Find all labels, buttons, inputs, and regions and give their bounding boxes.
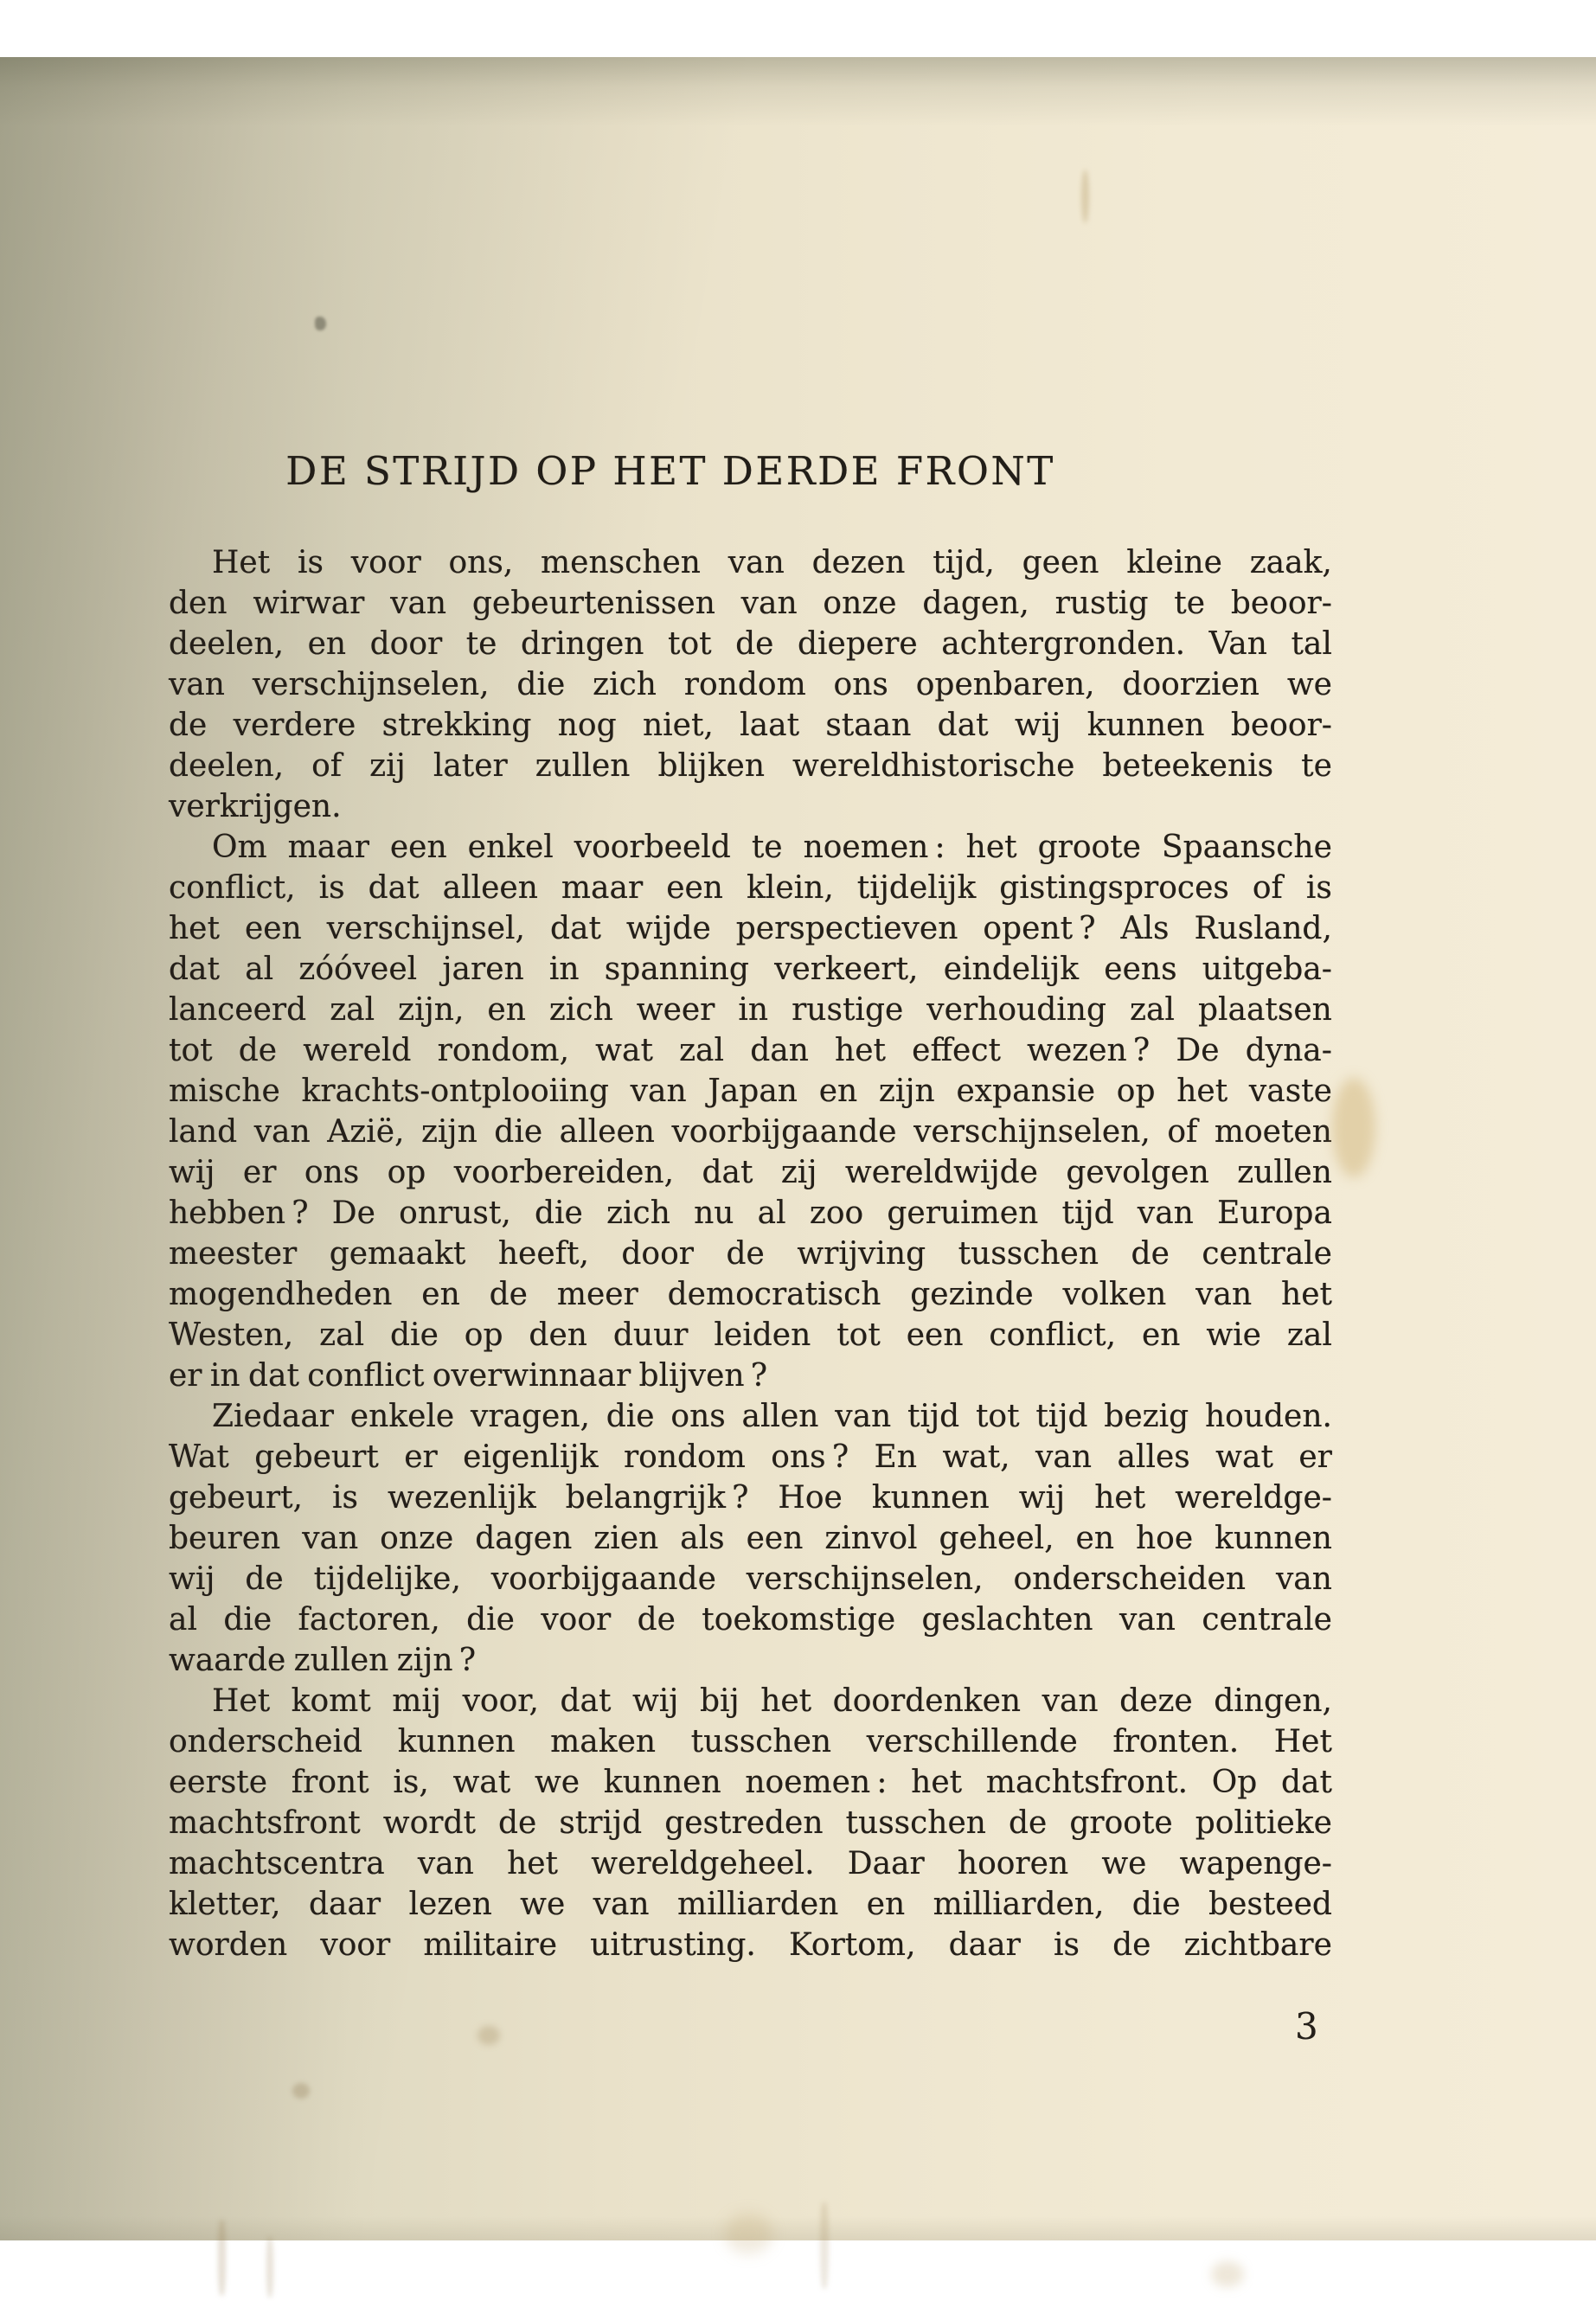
text-line: deelen, en door te dringen tot de diepere achtergronden. Van tal (169, 626, 1332, 662)
text-line: Westen, zal die op den duur leiden tot een conflict, en wie zal (169, 1317, 1332, 1353)
text-line: lanceerd zal zijn, en zich weer in rustige verhouding zal plaatsen (169, 992, 1332, 1028)
text-line: tot de wereld rondom, wat zal dan het effect wezen ? De dyna- (169, 1033, 1332, 1068)
paper-stain (1211, 2261, 1244, 2287)
paper-stain (820, 2202, 829, 2289)
paper-stain (315, 317, 326, 330)
page-title: DE STRIJD OP HET DERDE FRONT (285, 448, 1055, 494)
text-line: deelen, of zij later zullen blijken wereldhistorische beteekenis te (169, 748, 1332, 784)
text-line: Om maar een enkel voorbeeld te noemen : het groote Spaansche (212, 830, 1332, 865)
text-line: hebben ? De onrust, die zich nu al zoo geruimen tijd van Europa (169, 1195, 1332, 1231)
text-line: beuren van onze dagen zien als een zinvol geheel, en hoe kunnen (169, 1521, 1332, 1556)
text-line: wij er ons op voorbereiden, dat zij wereldwijde gevolgen zullen (169, 1155, 1332, 1190)
text-line: waarde zullen zijn ? (169, 1643, 477, 1678)
page-number: 3 (1295, 2005, 1318, 2048)
text-line: Het komt mij voor, dat wij bij het doordenken van deze dingen, (212, 1683, 1332, 1719)
text-line: machtscentra van het wereldgeheel. Daar hooren we wapenge- (169, 1846, 1332, 1881)
text-line: mische krachts-ontplooiing van Japan en zijn expansie op het vaste (169, 1074, 1332, 1109)
text-line: worden voor militaire uitrusting. Kortom, daar is de zichtbare (169, 1927, 1332, 1963)
text-line: Wat gebeurt er eigenlijk rondom ons ? En wat, van alles wat er (169, 1439, 1332, 1475)
text-block (169, 542, 1332, 1965)
text-line: den wirwar van gebeurtenissen van onze dagen, rustig te beoor- (169, 586, 1332, 621)
paper-stain (218, 2220, 226, 2296)
text-line: wij de tijdelijke, voorbijgaande verschijnselen, onderscheiden van (169, 1561, 1332, 1597)
text-line: Het is voor ons, menschen van dezen tijd, geen kleine zaak, (212, 545, 1332, 580)
text-line: eerste front is, wat we kunnen noemen : het machtsfront. Op dat (169, 1765, 1332, 1800)
text-line: meester gemaakt heeft, door de wrijving tusschen de centrale (169, 1236, 1332, 1272)
paper-stain (725, 2213, 772, 2254)
book-page (0, 57, 1596, 2240)
text-line: machtsfront wordt de strijd gestreden tusschen de groote politieke (169, 1805, 1332, 1841)
paper-stain (478, 2026, 500, 2045)
text-line: mogendheden en de meer democratisch gezinde volken van het (169, 1277, 1332, 1312)
text-line: al die factoren, die voor de toekomstige geslachten van centrale (169, 1602, 1332, 1638)
paper-stain (1332, 1078, 1375, 1177)
text-line: het een verschijnsel, dat wijde perspectieven opent ? Als Rusland, (169, 911, 1332, 946)
text-line: er in dat conflict overwinnaar blijven ? (169, 1358, 768, 1394)
paper-stain (1081, 170, 1089, 223)
paper-stain (292, 2083, 310, 2099)
text-line: verkrijgen. (169, 789, 342, 824)
text-line: land van Azië, zijn die alleen voorbijgaande verschijnselen, of moeten (169, 1114, 1332, 1150)
text-line: onderscheid kunnen maken tusschen verschillende fronten. Het (169, 1724, 1332, 1759)
text-line: kletter, daar lezen we van milliarden en milliarden, die besteed (169, 1887, 1332, 1922)
text-line: dat al zóóveel jaren in spanning verkeert, eindelijk eens uitgeba- (169, 952, 1332, 987)
text-line: gebeurt, is wezenlijk belangrijk ? Hoe kunnen wij het wereldge- (169, 1480, 1332, 1516)
text-line: Ziedaar enkele vragen, die ons allen van tijd tot tijd bezig houden. (212, 1399, 1332, 1434)
text-line: de verdere strekking nog niet, laat staan dat wij kunnen beoor- (169, 708, 1332, 743)
paper-stain (266, 2237, 273, 2298)
text-line: van verschijnselen, die zich rondom ons openbaren, doorzien we (169, 667, 1332, 702)
text-line: conflict, is dat alleen maar een klein, tijdelijk gistingsproces of is (169, 870, 1332, 906)
